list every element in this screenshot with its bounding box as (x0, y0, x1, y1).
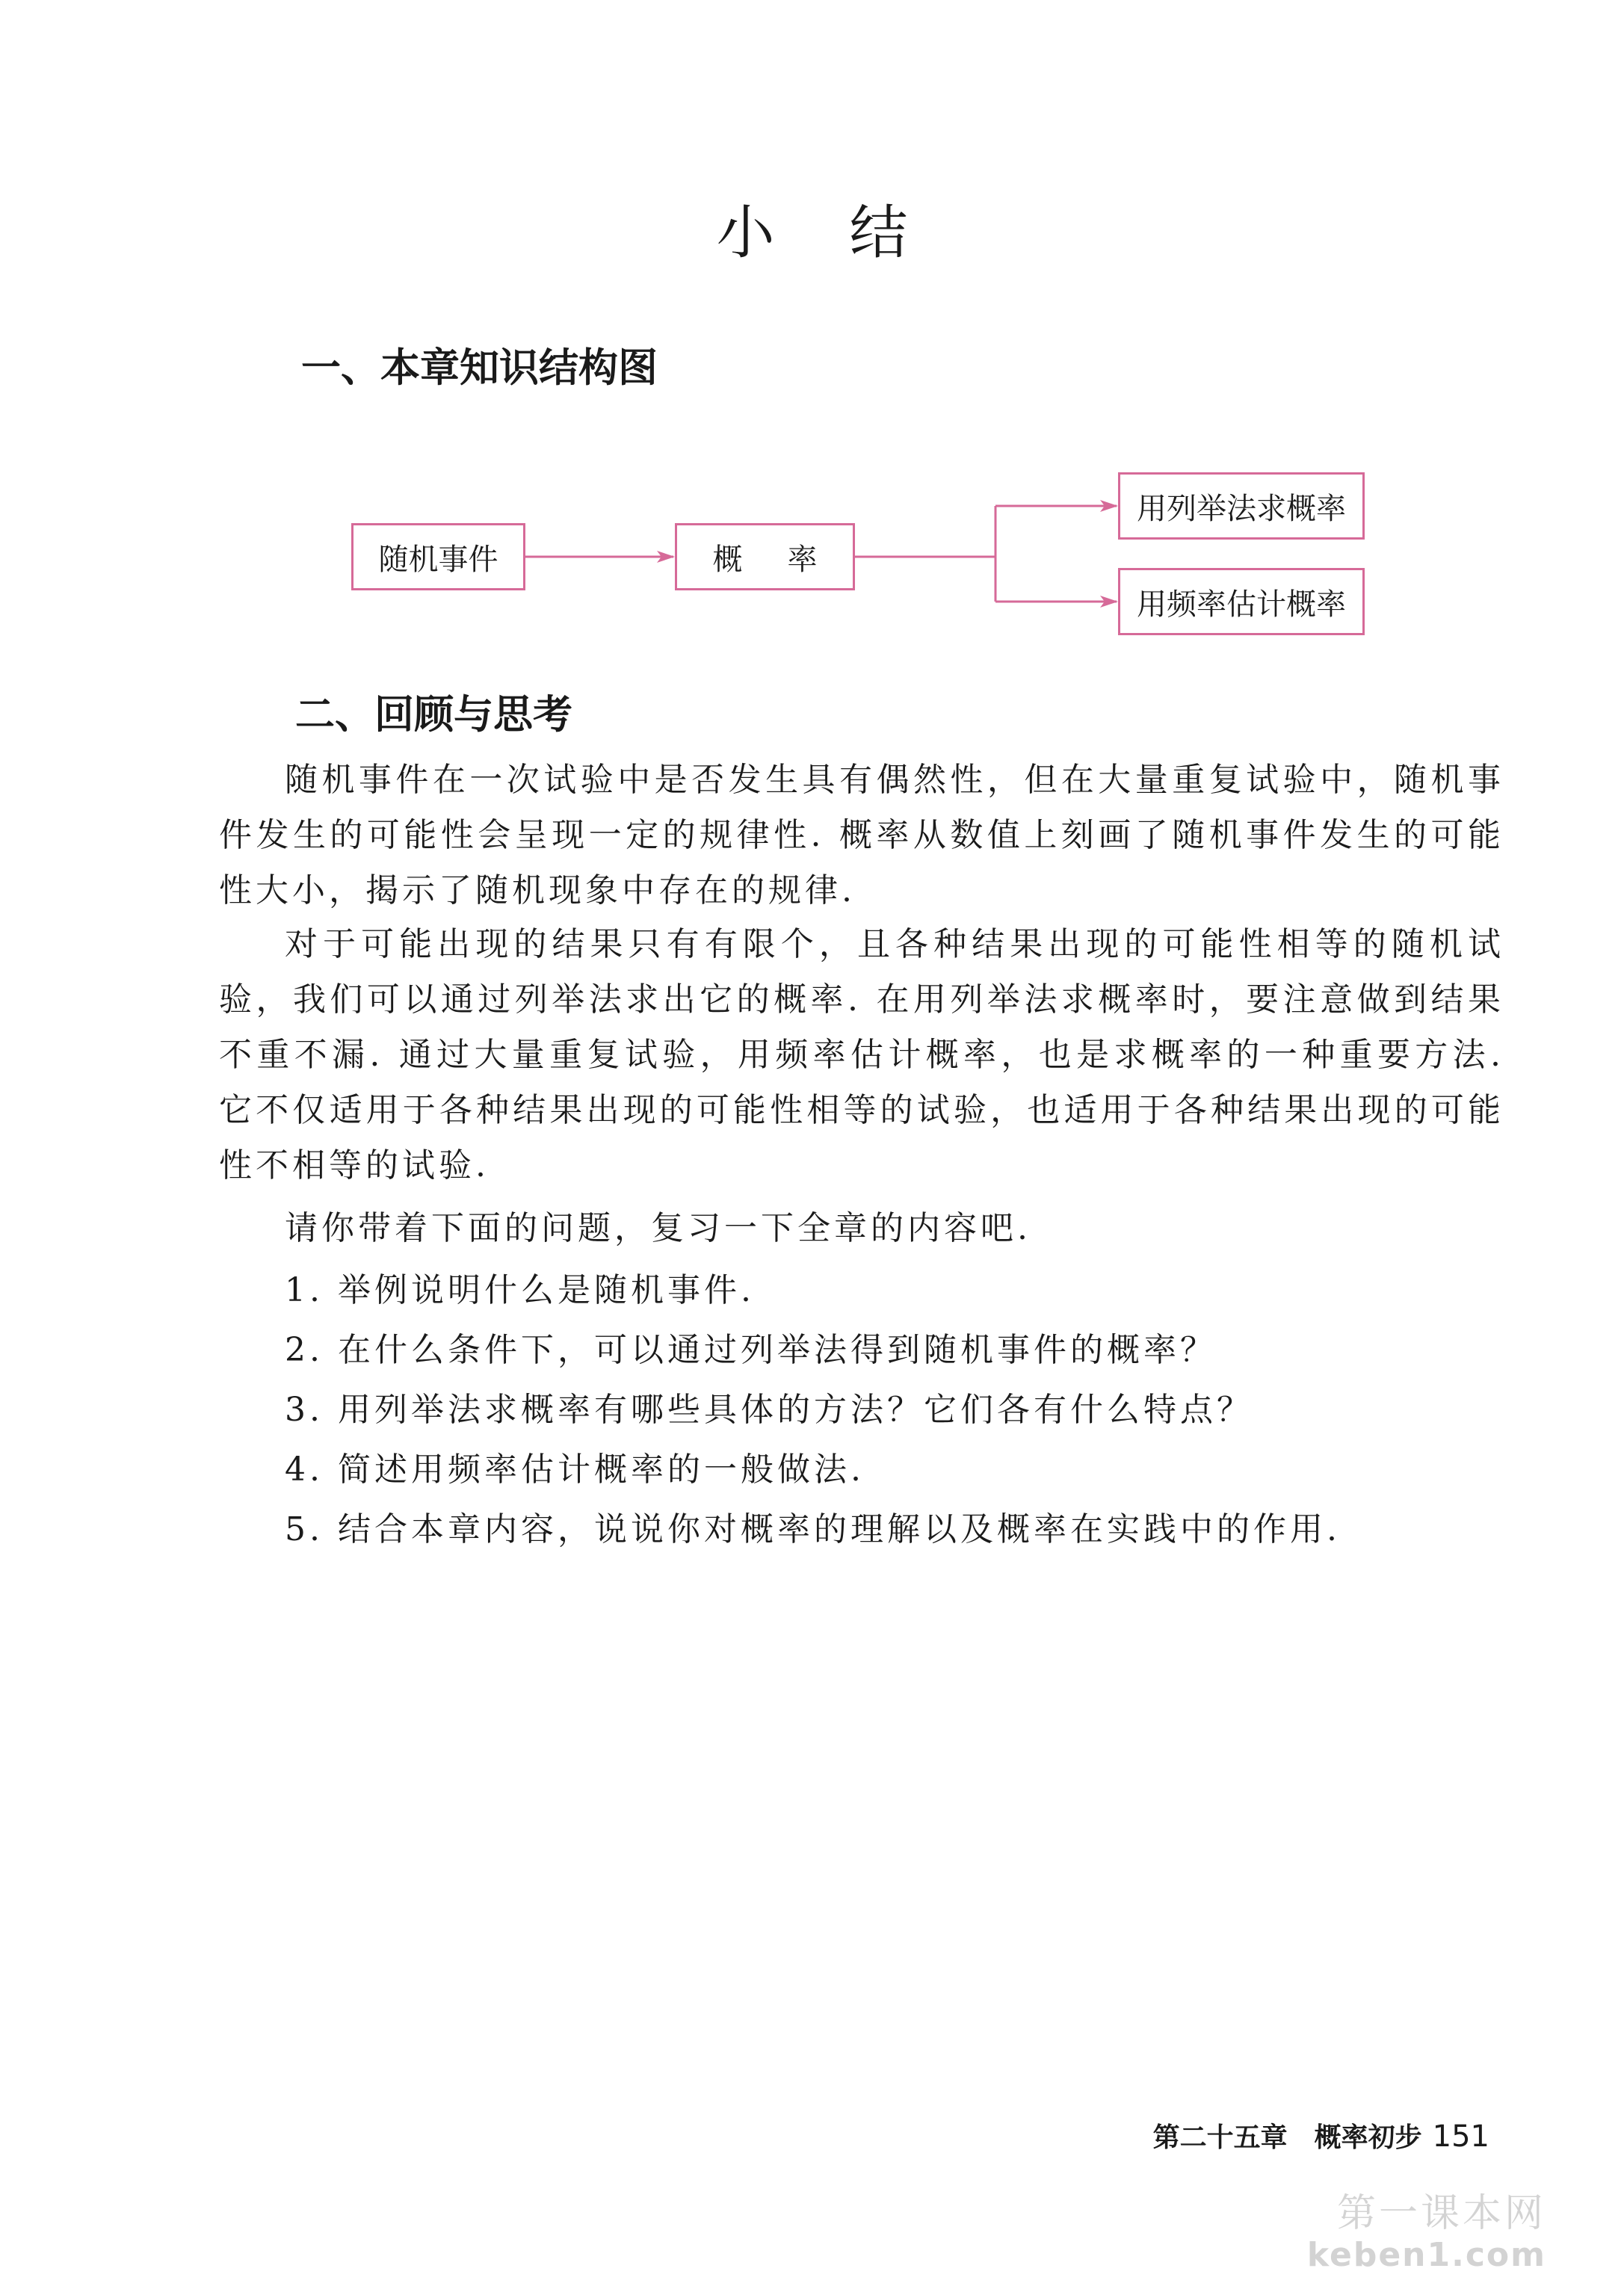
section-heading-review: 二、回顾与思考 (295, 692, 572, 738)
paragraph-2: 对于可能出现的结果只有有限个，且各种结果出现的可能性相等的随机试验，我们可以通过列举法求出它的概率. 在用列举法求概率时，要注意做到结果不重不漏. 通过大量重复试验，用频率估计概率，也是求概率的一种重要方法. 它不仅适用于各种结果出现的可能性相等的试验，也适用于各种结果出现的可能性不相等的试验. (219, 925, 1504, 1184)
watermark-site-url: keben1.com (1306, 2236, 1546, 2274)
watermark-site-name: 第一课本网 (1336, 2191, 1546, 2236)
node-frequency-estimate: 用频率估计概率 (1118, 568, 1365, 635)
review-question: 5. 结合本章内容，说说你对概率的理解以及概率在实践中的作用. (285, 1510, 1341, 1548)
node-probability: 概率 (675, 523, 855, 590)
review-question: 2. 在什么条件下，可以通过列举法得到随机事件的概率？ (285, 1331, 1217, 1369)
node-enumeration-method: 用列举法求概率 (1118, 472, 1365, 540)
chapter-name: 第二十五章 概率初步 (1152, 2122, 1422, 2153)
watermark (1307, 2193, 1546, 2276)
paragraph-3: 请你带着下面的问题，复习一下全章的内容吧. (285, 1209, 1031, 1247)
page-footer (1153, 2118, 1489, 2157)
section-heading-structure: 一、本章知识结构图 (301, 345, 658, 391)
review-question: 1. 举例说明什么是随机事件. (285, 1271, 755, 1309)
review-question: 3. 用列举法求概率有哪些具体的方法？它们各有什么特点？ (285, 1391, 1253, 1429)
page-number: 151 (1432, 2119, 1489, 2154)
review-question: 4. 简述用频率估计概率的一般做法. (285, 1451, 865, 1489)
page-title: 小结 (716, 200, 983, 267)
node-random-event: 随机事件 (351, 523, 525, 590)
review-question-list (285, 1261, 1341, 1560)
paragraph-1: 随机事件在一次试验中是否发生具有偶然性，但在大量重复试验中，随机事件发生的可能性会呈现一定的规律性. 概率从数值上刻画了随机事件发生的可能性大小，揭示了随机现象中存在的规律. (219, 761, 1504, 909)
